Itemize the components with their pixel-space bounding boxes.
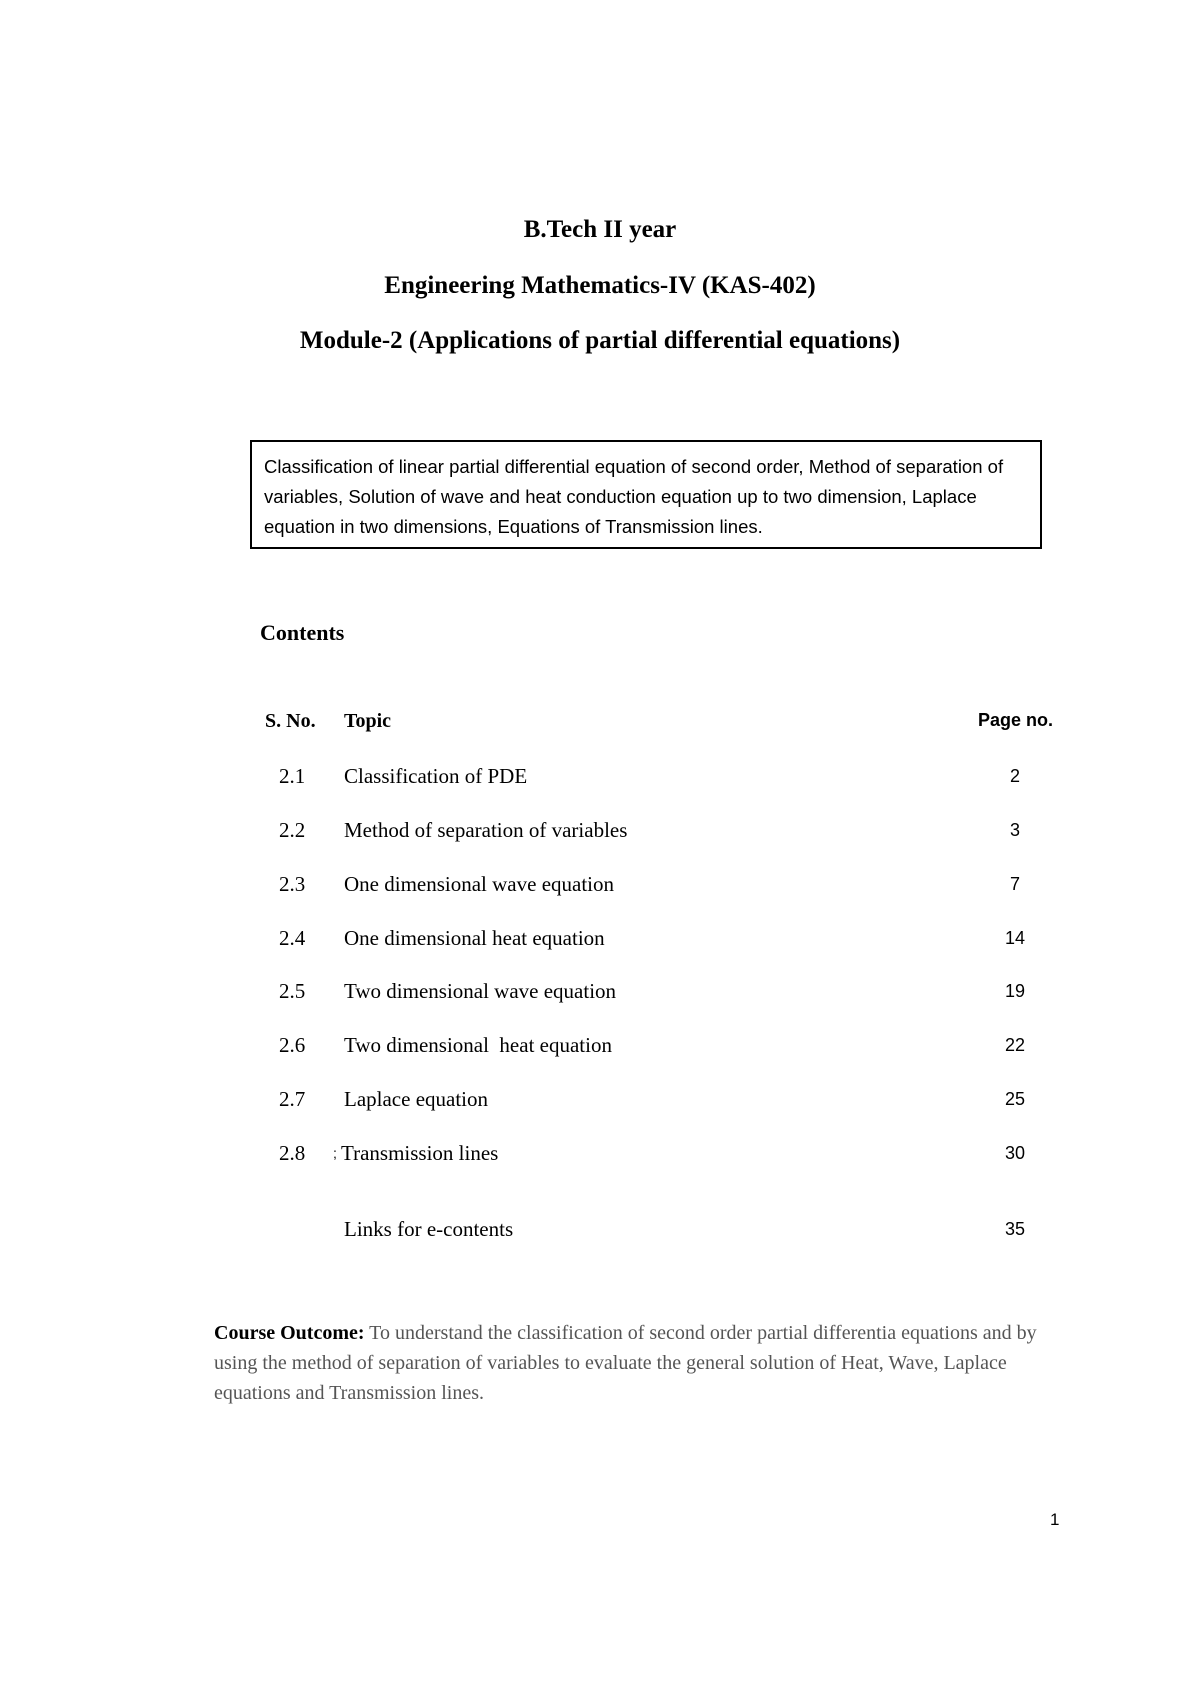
toc-row [0,1141,1200,1171]
toc-sno: 2.1 [279,764,306,788]
course-outcome [214,1318,1054,1408]
toc-topic: Classification of PDE [344,764,528,788]
toc-topic: Method of separation of variables [344,818,628,842]
toc-page: 30 [1004,1143,1026,1163]
toc-row [0,926,1200,956]
module-heading: Module-2 (Applications of partial differential equations) [299,327,901,354]
toc-stray-marker: ; [333,1145,337,1161]
page-number: 1 [1050,1510,1060,1529]
syllabus-summary-box [250,440,1042,549]
toc-page: 3 [1009,820,1020,840]
course-year-heading: B.Tech II year [523,216,677,243]
toc-page: 7 [1009,874,1020,894]
course-outcome-label: Course Outcome: [214,1322,365,1344]
toc-row [0,1087,1200,1117]
toc-topic: Transmission lines [341,1141,499,1165]
toc-page: 25 [1004,1089,1026,1109]
toc-topic: Two dimensional heat equation [344,1033,612,1057]
syllabus-summary-text: Classification of linear partial differential equation of second order, Method of separation of variables, Solution of wave and heat conduction equation up to two dimension, Laplace equation in two dimensions, Equations of Transmission lines. [264,456,1004,537]
toc-page: 14 [1004,928,1026,948]
column-header-topic: Topic [344,710,392,732]
toc-row [0,818,1200,848]
toc-row [0,872,1200,902]
toc-page: 19 [1004,981,1026,1001]
toc-sno: 2.7 [279,1087,306,1111]
toc-topic: Two dimensional wave equation [344,979,617,1003]
toc-links-topic: Links for e-contents [344,1217,514,1241]
toc-sno: 2.3 [279,872,306,896]
toc-row [0,979,1200,1009]
toc-links-row [0,1217,1200,1247]
column-header-page: Page no. [978,710,1054,730]
contents-heading: Contents [260,620,345,645]
toc-row [0,1033,1200,1063]
column-header-sno: S. No. [265,710,316,732]
course-outcome-text: To understand the classification of second order partial differentia equations and by using the method of separation of variables to evaluate the general solution of Heat, Wave, Laplace equations and Transmission lines. [214,1322,1037,1404]
toc-sno: 2.2 [279,818,306,842]
subject-heading: Engineering Mathematics-IV (KAS-402) [384,272,816,299]
toc-page: 2 [1009,766,1020,786]
toc-page: 22 [1004,1035,1026,1055]
toc-topic: One dimensional wave equation [344,872,615,896]
toc-sno: 2.6 [279,1033,306,1057]
toc-row [0,764,1200,794]
toc-sno: 2.4 [279,926,306,950]
toc-topic: One dimensional heat equation [344,926,605,950]
toc-links-page: 35 [1004,1219,1026,1239]
toc-topic: Laplace equation [344,1087,489,1111]
toc-sno: 2.8 [279,1141,306,1165]
toc-sno: 2.5 [279,979,306,1003]
